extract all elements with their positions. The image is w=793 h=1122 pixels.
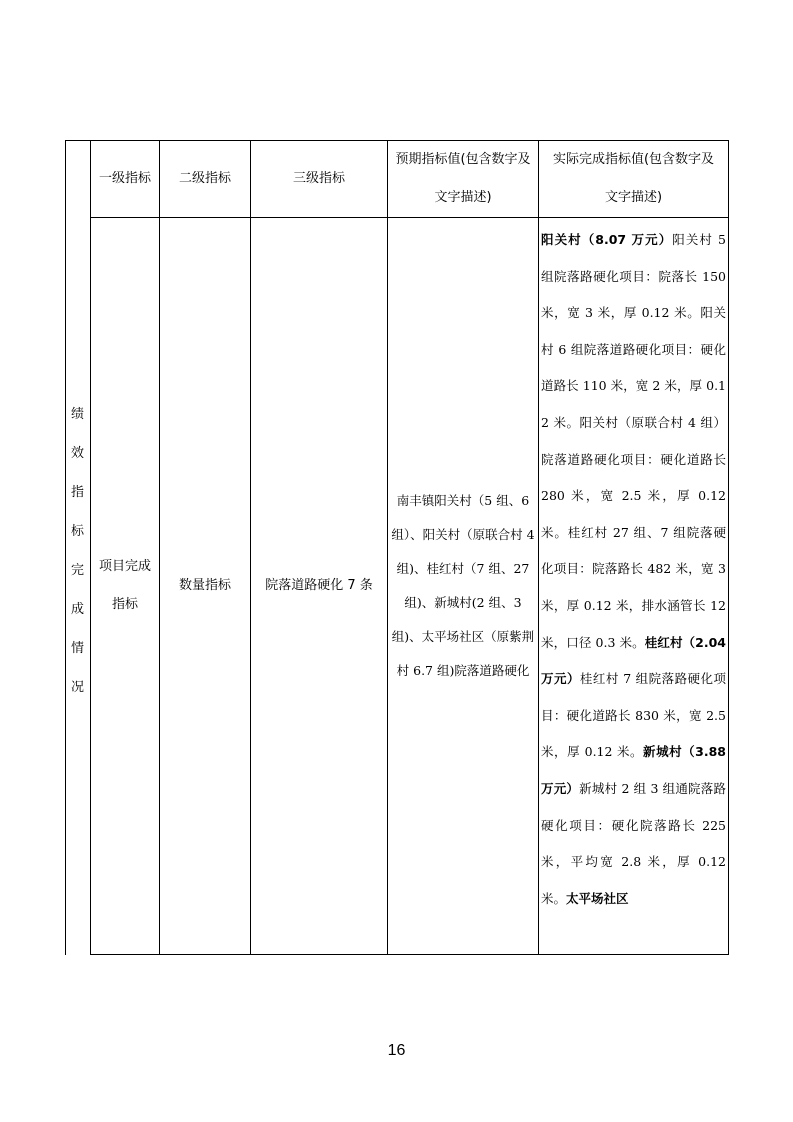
side-label-char: 指 <box>70 485 84 500</box>
village-cost-heading: 新城村（3.88 万元） <box>541 744 727 796</box>
project-description: 阳关村 5 组院落路硬化项目：院落长 150 米，宽 3 米，厚 0.12 米。阳关村 6 组院落道路硬化项目：硬化道路长 110 米，宽 2 米，厚 0.12 米。阳关村（原联合村 4 组）院落道路硬化项目：硬化道路长 280 米，宽 2.5 米，厚 0.12 米。桂红村 27 组、7 组院落硬化项目：院落路长 482 米，宽 3 米，厚 0.12 米，排水涵管长 12 米，口径 0.3 米。 <box>541 232 726 650</box>
village-cost-heading: 阳关村（8.07 万元） <box>541 232 673 247</box>
table-bottom-border <box>90 954 729 955</box>
header-level3: 三级指标 <box>292 171 345 186</box>
table-right-border <box>728 140 729 955</box>
side-label-char: 成 <box>70 602 84 617</box>
side-label-char: 绩 <box>70 407 84 422</box>
side-label-char: 完 <box>70 563 84 578</box>
side-label-char: 情 <box>70 641 84 656</box>
actual-value-text <box>539 218 728 917</box>
header-actual-value: 实际完成指标值(包含数字及文字描述) <box>552 152 715 205</box>
header-level1: 一级指标 <box>98 171 151 186</box>
cell-expected-value <box>388 218 538 954</box>
expected-value-text: 南丰镇阳关村（5 组、6 组）、阳关村（原联合村 4 组)、桂红村（7 组、27 组)、新城村(2 组、3 组)、太平场社区（原紫荆村 6.7 组)院落道路硬化 <box>391 493 535 678</box>
side-label-char: 标 <box>70 524 84 539</box>
page-number: 16 <box>387 1042 406 1059</box>
cell-actual-value <box>539 218 728 954</box>
side-label-performance-completion <box>65 395 90 707</box>
header-expected-value: 预期指标值(包含数字及文字描述) <box>395 152 531 205</box>
project-description: 新城村 2 组 3 组通院落路硬化项目：硬化院落路长 225 米，平均宽 2.8 米，厚 0.12 米。 <box>541 780 726 906</box>
cell-level2-indicator: 数量指标 <box>178 578 231 593</box>
village-cost-heading: 桂红村（2.04 万元） <box>541 634 727 687</box>
village-cost-heading: 太平场社区 <box>566 890 629 906</box>
side-label-char: 况 <box>70 680 84 695</box>
project-description: 桂红村 7 组院落路硬化项目：硬化道路长 830 米，宽 2.5 米，厚 0.12 米。 <box>541 671 726 760</box>
cell-level1-indicator: 项目完成指标 <box>98 559 151 612</box>
header-level2: 二级指标 <box>178 171 231 186</box>
side-label-char: 效 <box>70 446 84 461</box>
cell-level3-indicator: 院落道路硬化 7 条 <box>265 578 373 593</box>
performance-table <box>65 140 729 955</box>
